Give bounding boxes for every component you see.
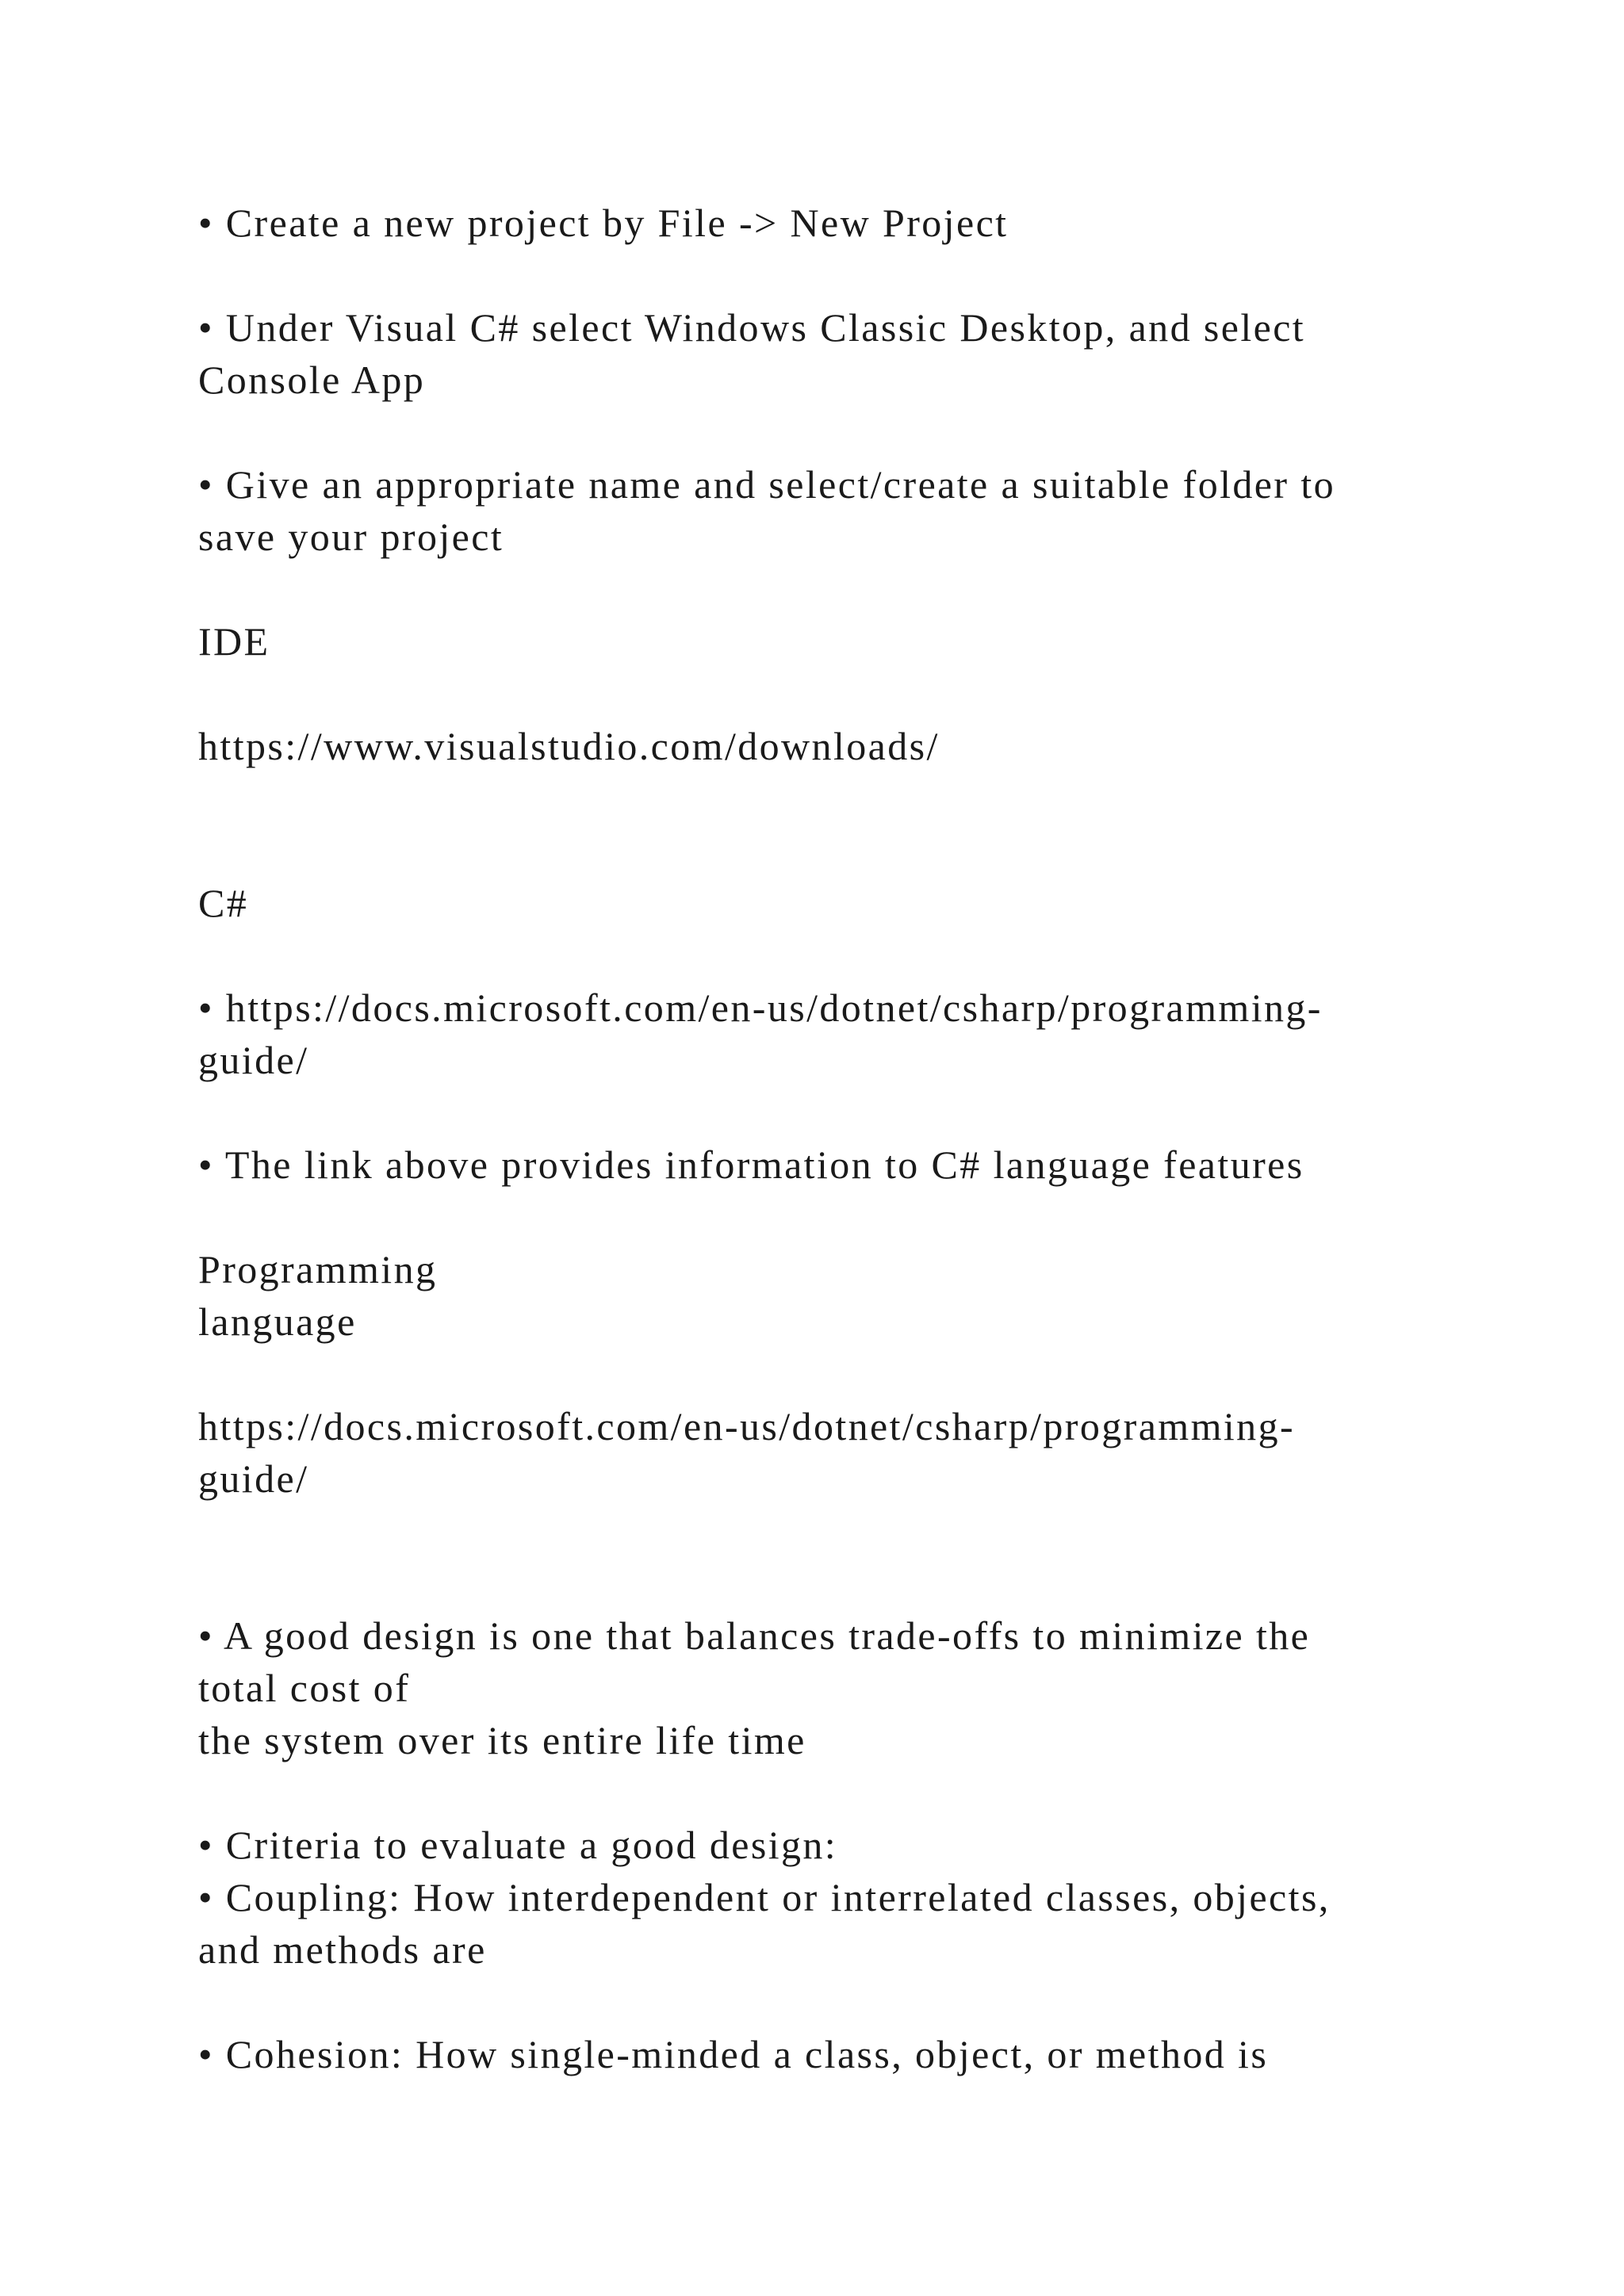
text-line: • Under Visual C# select Windows Classic Desktop, and select — [198, 305, 1306, 350]
section-heading: language — [198, 1299, 357, 1344]
text-line: • Criteria to evaluate a good design: — [198, 1823, 838, 1867]
text-line: and methods are — [198, 1927, 487, 1972]
section-heading: Programming — [198, 1247, 438, 1292]
section-heading: C# — [198, 881, 249, 925]
text-line: • Give an appropriate name and select/create a suitable folder to — [198, 462, 1336, 507]
text-line: the system over its entire life time — [198, 1718, 806, 1762]
text-line: • A good design is one that balances trade-offs to minimize the — [198, 1613, 1311, 1658]
link-text: https://www.visualstudio.com/downloads/ — [198, 724, 940, 768]
text-line: guide/ — [198, 1038, 309, 1082]
text-line: • Create a new project by File -> New Project — [198, 201, 1009, 245]
text-line: • https://docs.microsoft.com/en-us/dotnet/csharp/programming- — [198, 985, 1323, 1030]
text-line: • Cohesion: How single-minded a class, object, or method is — [198, 2032, 1269, 2076]
link-text: guide/ — [198, 1456, 309, 1501]
text-line: • The link above provides information to C# language features — [198, 1142, 1304, 1187]
text-line: save your project — [198, 515, 504, 559]
text-line: total cost of — [198, 1666, 411, 1710]
section-heading: IDE — [198, 619, 270, 664]
text-line: Console App — [198, 358, 426, 402]
link-text: https://docs.microsoft.com/en-us/dotnet/csharp/programming- — [198, 1404, 1296, 1448]
text-line: • Coupling: How interdependent or interrelated classes, objects, — [198, 1875, 1331, 1919]
